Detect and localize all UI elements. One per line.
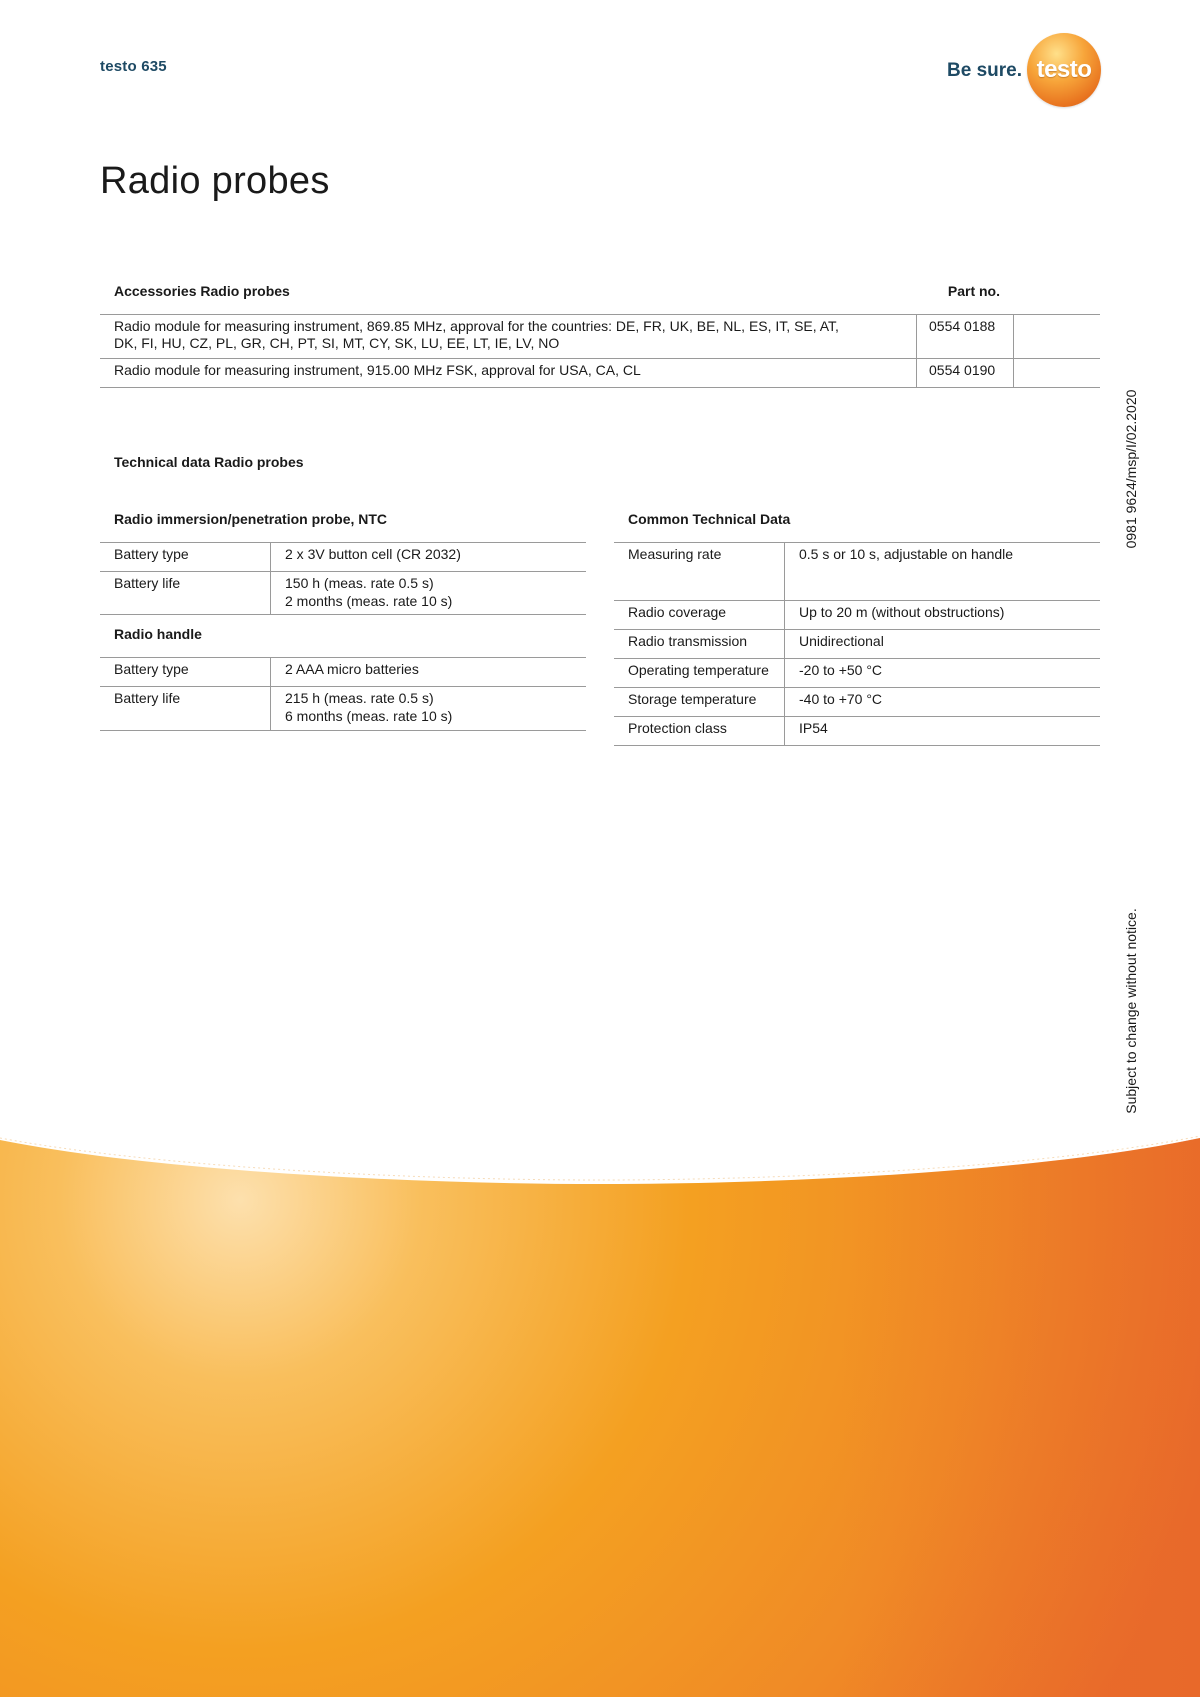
empty-cell xyxy=(1014,315,1100,358)
spec-value xyxy=(271,687,586,730)
spec-value-line: 2 x 3V button cell (CR 2032) xyxy=(285,546,461,562)
common-data-title: Common Technical Data xyxy=(614,507,1100,543)
table-row xyxy=(614,659,1100,688)
accessories-header-label: Accessories Radio probes xyxy=(114,283,290,299)
spec-label: Storage temperature xyxy=(614,688,785,716)
table-row xyxy=(100,315,1100,359)
accessories-table-header xyxy=(100,270,1100,315)
brand-block xyxy=(947,32,1101,107)
accessory-part-number: 0554 0190 xyxy=(917,359,1014,387)
header-product-name: testo 635 xyxy=(100,58,167,75)
table-row xyxy=(100,359,1100,388)
spec-value: IP54 xyxy=(799,720,828,736)
table-row xyxy=(614,717,1100,746)
brand-slogan: Be sure. xyxy=(947,60,1022,81)
spec-value-line: 6 months (meas. rate 10 s) xyxy=(285,708,453,724)
spec-value xyxy=(271,572,586,614)
side-document-code: 0981 9624/msp/I/02.2020 xyxy=(1123,389,1139,549)
spec-label: Protection class xyxy=(614,717,785,745)
spec-label: Battery type xyxy=(100,658,271,686)
table-row xyxy=(614,630,1100,659)
table-row xyxy=(100,572,586,615)
table-row xyxy=(614,688,1100,717)
spec-label: Battery life xyxy=(100,572,271,614)
spec-value: -20 to +50 °C xyxy=(799,662,883,678)
spec-value xyxy=(271,543,586,571)
table-row xyxy=(100,687,586,731)
accessory-description-line: DK, FI, HU, CZ, PL, GR, CH, PT, SI, MT, CY, SK, LU, EE, LT, IE, LV, NO xyxy=(114,335,560,351)
spec-value-line: 2 AAA micro batteries xyxy=(285,661,419,677)
spec-label: Battery type xyxy=(100,543,271,571)
table-row xyxy=(614,543,1100,601)
testo-logo xyxy=(1027,33,1101,107)
spec-label: Operating temperature xyxy=(614,659,785,687)
common-technical-table xyxy=(614,507,1100,746)
side-change-notice: Subject to change without notice. xyxy=(1123,908,1139,1114)
table-row xyxy=(100,543,586,572)
immersion-probe-title: Radio immersion/penetration probe, NTC xyxy=(100,507,586,543)
spec-value: -40 to +70 °C xyxy=(799,691,883,707)
spec-value xyxy=(271,658,586,686)
spec-label: Radio coverage xyxy=(614,601,785,629)
probe-technical-table xyxy=(100,507,586,731)
accessories-table xyxy=(100,270,1100,388)
spec-label: Measuring rate xyxy=(614,543,785,600)
accessory-description-line: Radio module for measuring instrument, 869.85 MHz, approval for the countries: DE, FR, UK, BE, NL, ES, IT, SE, AT, xyxy=(114,318,839,334)
spec-value: Up to 20 m (without obstructions) xyxy=(799,604,1005,620)
accessory-description-line: Radio module for measuring instrument, 915.00 MHz FSK, approval for USA, CA, CL xyxy=(114,362,641,378)
spec-value-line: 2 months (meas. rate 10 s) xyxy=(285,593,453,609)
table-row xyxy=(614,601,1100,630)
accessory-part-number: 0554 0188 xyxy=(917,315,1014,358)
spec-value: Unidirectional xyxy=(799,633,884,649)
spec-label: Radio transmission xyxy=(614,630,785,658)
part-no-header: Part no. xyxy=(947,283,1000,299)
spec-value-line: 150 h (meas. rate 0.5 s) xyxy=(285,575,434,591)
radio-handle-title: Radio handle xyxy=(100,615,586,658)
testo-logo-text: testo xyxy=(1036,55,1092,83)
table-row xyxy=(100,658,586,687)
spec-value: 0.5 s or 10 s, adjustable on handle xyxy=(799,546,1014,562)
spec-label: Battery life xyxy=(100,687,271,730)
page-title: Radio probes xyxy=(100,160,330,202)
accessory-description xyxy=(100,315,917,358)
empty-cell xyxy=(1014,359,1100,387)
technical-data-title: Technical data Radio probes xyxy=(114,454,304,470)
spec-value-line: 215 h (meas. rate 0.5 s) xyxy=(285,690,434,706)
accessory-description xyxy=(100,359,917,387)
